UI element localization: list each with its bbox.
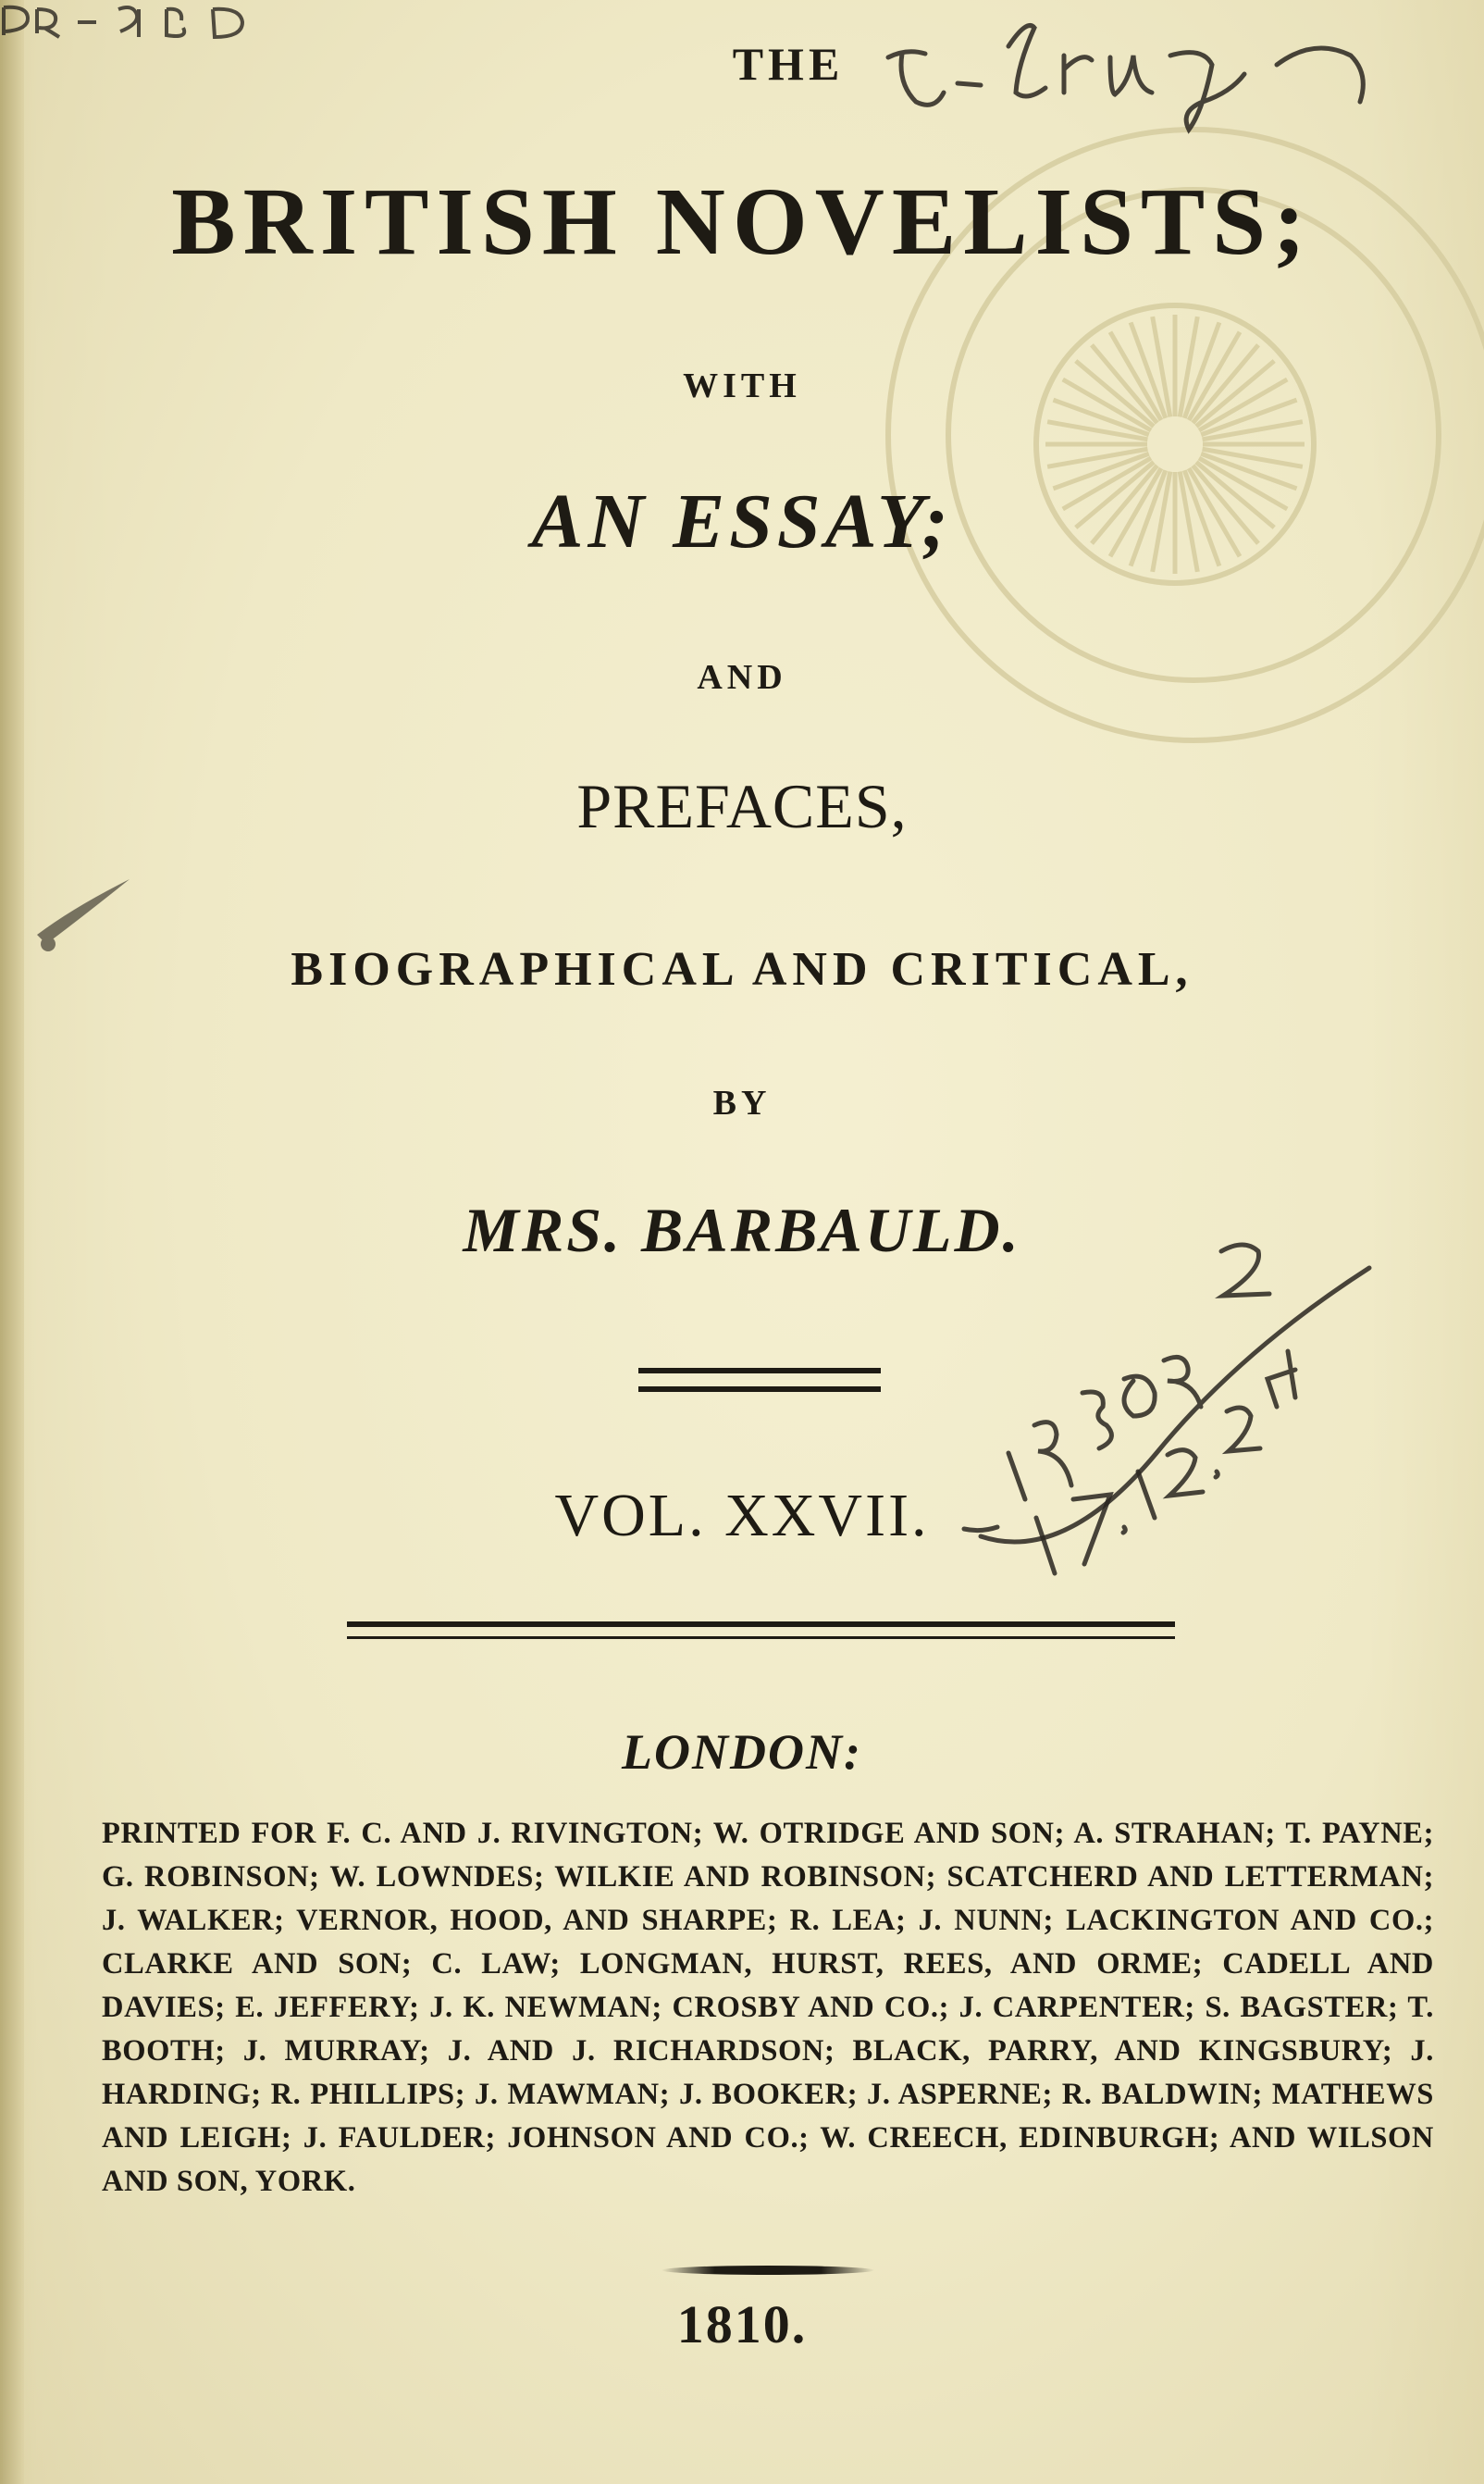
author-name: MRS. BARBAULD. (463, 1195, 1021, 1265)
book-title: BRITISH NOVELISTS; (171, 168, 1313, 275)
title-the: THE (732, 38, 845, 90)
signature-handwriting (888, 26, 1363, 130)
publication-year: 1810. (676, 2294, 808, 2354)
prefaces-heading: PREFACES, (576, 771, 908, 841)
volume-number: VOL. XXVII. (554, 1482, 930, 1549)
title-with: WITH (683, 366, 801, 405)
ink-smudge (37, 879, 130, 951)
title-by: BY (712, 1084, 772, 1123)
biographical-critical-line: BIOGRAPHICAL AND CRITICAL, (291, 943, 1193, 996)
imprint-place: LONDON: (622, 1724, 862, 1780)
title-and: AND (697, 658, 787, 697)
imprint-publishers: PRINTED FOR F. C. AND J. RIVINGTON; W. OTRIDGE AND SON; A. STRAHAN; T. PAYNE; G. ROBINSON; W. LOWNDES; WILKIE AND ROBINSON; SCATCHERD AND LETTERMAN; J. WALKER; VERNOR, HOOD, AND SHARPE; R. LEA; J. NUNN; LACKINGTON AND CO.; CLARKE AND SON; C. LAW; LONGMAN, HURST, REES, AND ORME; CADELL AND DAVIES; E. JEFFERY; J. K. NEWMAN; CROSBY AND CO.; J. CARPENTER; S. BAGSTER; T. BOOTH; J. MURRAY; J. AND J. RICHARDSON; BLACK, PARRY, AND KINGSBURY; J. HARDING; R. PHILLIPS; J. MAWMAN; J. BOOKER; J. ASPERNE; R. BALDWIN; MATHEWS AND LEIGH; J. FAULDER; JOHNSON AND CO.; W. CREECH, EDINBURGH; AND WILSON AND SON, YORK. (102, 1817, 1434, 2198)
accession-number-handwriting (981, 1245, 1369, 1542)
shelfmark-handwriting (4, 7, 242, 37)
essay-heading: AN ESSAY; (531, 478, 953, 565)
